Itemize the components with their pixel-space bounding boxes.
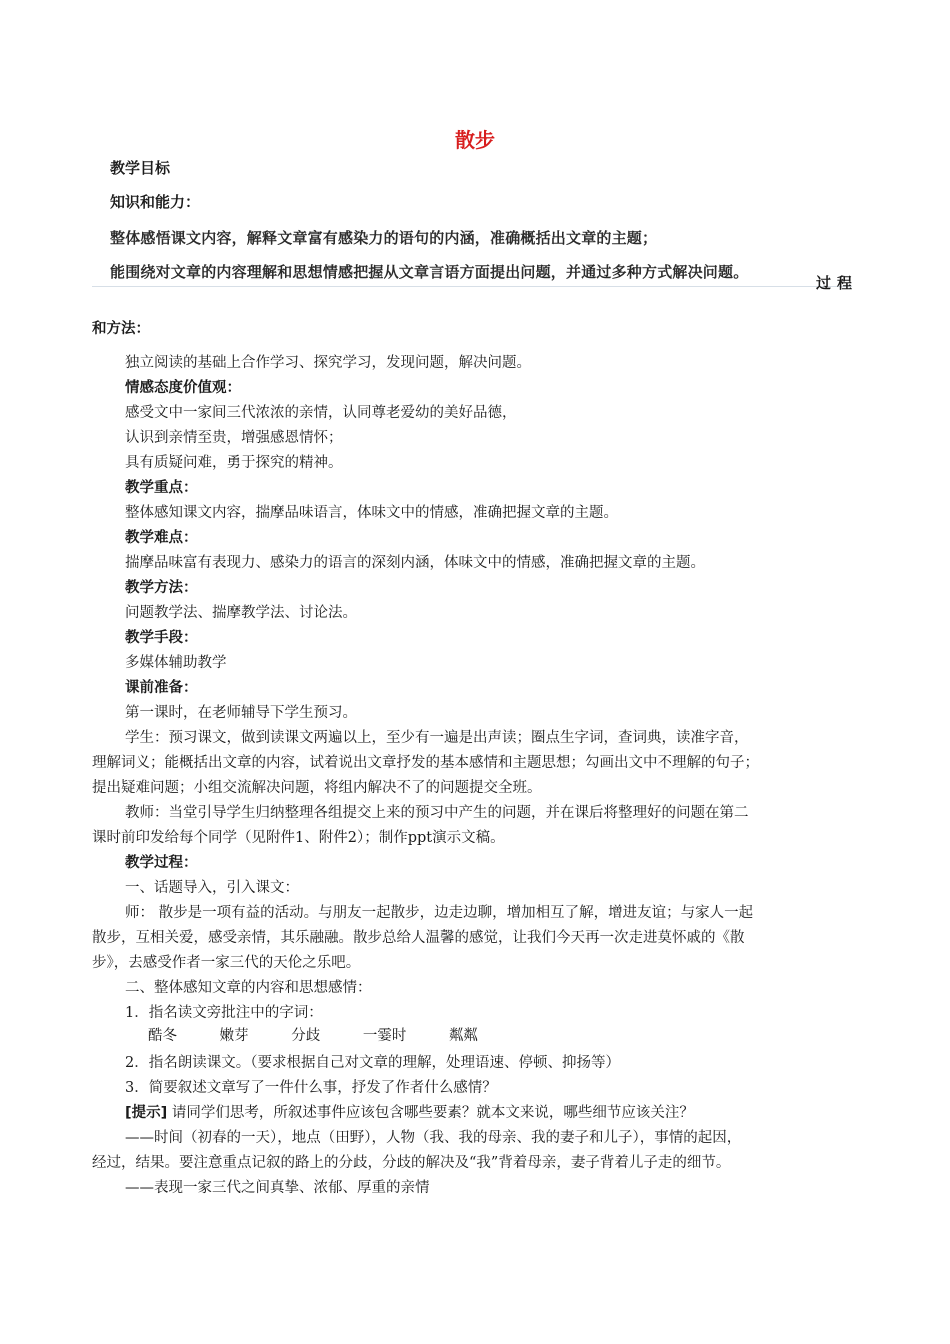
vocab-word: 嫩芽 (219, 1028, 249, 1044)
method-heading: 和方法： (92, 321, 150, 337)
body-line: 散步，互相关爱，感受亲情，其乐融融。散步总给人温馨的感觉，让我们今天再一次走进莫怀戚的《散 (92, 930, 745, 946)
process-label: 过程 (815, 274, 858, 292)
body-line: 3．简要叙述文章写了一件什么事，抒发了作者什么感情？ (125, 1080, 497, 1096)
body-line: 整体感知课文内容，揣摩品味语言，体味文中的情感，准确把握文章的主题。 (125, 505, 618, 521)
body-line: 步》，去感受作者一家三代的天伦之乐吧。 (92, 955, 361, 971)
objective-line-2 (110, 261, 748, 282)
body-line: 师： 散步是一项有益的活动。与朋友一起散步，边走边聊，增加相互了解，增进友谊；与家人一起 (125, 905, 754, 921)
body-line: ——时间（初春的一天），地点（田野），人物（我、我的母亲、我的妻子和儿子），事情的起因， (125, 1130, 742, 1146)
objectives-heading-text: 教学目标 (110, 159, 171, 177)
section-heading: 情感态度价值观： (125, 380, 241, 396)
body-line: 1．指名读文旁批注中的字词： (125, 1005, 323, 1021)
hint-text: 请同学们思考，所叙述事件应该包含哪些要素？就本文来说，哪些细节应该关注？ (167, 1105, 694, 1121)
vocab-word: 酷冬 (148, 1028, 177, 1044)
body-line: 独立阅读的基础上合作学习、探究学习，发现问题，解决问题。 (125, 355, 531, 371)
section-heading: 教学手段： (125, 630, 198, 646)
body-line: 多媒体辅助教学 (125, 655, 227, 671)
vocab-word: 分歧 (291, 1028, 321, 1044)
body-line: 理解词义；能概括出文章的内容，试着说出文章抒发的基本感情和主题思想；勾画出文中不理解的句子； (92, 755, 759, 771)
vocab-list (148, 1024, 516, 1045)
body-line: 教师：当堂引导学生归纳整理各组提交上来的预习中产生的问题，并在课后将整理好的问题在第二 (125, 805, 749, 821)
section-heading: 教学重点： (125, 480, 198, 496)
document-title: 散步 (455, 128, 495, 152)
body-line: 二、整体感知文章的内容和思想感情： (125, 980, 372, 996)
section-heading: 教学难点： (125, 530, 198, 546)
body-line: 提出疑难问题；小组交流解决问题，将组内解决不了的问题提交全班。 (92, 780, 542, 796)
body-line: 第一课时，在老师辅导下学生预习。 (125, 705, 357, 721)
objective-line-1 (110, 227, 657, 248)
section-heading: 教学过程： (125, 855, 198, 871)
body-line: 揣摩品味富有表现力、感染力的语言的深刻内涵，体味文中的情感，准确把握文章的主题。 (125, 555, 705, 571)
knowledge-heading-text: 知识和能力： (110, 193, 201, 211)
body-line: 一、话题导入，引入课文： (125, 880, 299, 896)
hint-tag: [提示] (125, 1105, 168, 1121)
body-line: ——表现一家三代之间真挚、浓郁、厚重的亲情 (125, 1180, 430, 1196)
body-line: 感受文中一家间三代浓浓的亲情，认同尊老爱幼的美好品德， (125, 405, 517, 421)
body-line: 学生：预习课文，做到读课文两遍以上，至少有一遍是出声读；圈点生字词，查词典，读准字音， (125, 730, 749, 746)
hint-line (125, 1102, 694, 1124)
objective-line-2-text: 能围绕对文章的内容理解和思想情感把握从文章言语方面提出问题，并通过多种方式解决问题。 (110, 263, 749, 281)
vocab-word: 一霎时 (362, 1028, 407, 1044)
knowledge-heading (110, 191, 200, 212)
body-line: 课时前印发给每个同学（见附件1、附件2）；制作ppt演示文稿。 (92, 830, 505, 846)
divider-line (92, 286, 852, 287)
objectives-heading (110, 157, 170, 178)
section-heading: 课前准备： (125, 680, 198, 696)
body-line: 经过，结果。要注意重点记叙的路上的分歧，分歧的解决及“我”背着母亲，妻子背着儿子走的细节。 (92, 1155, 731, 1171)
body-line: 具有质疑问难，勇于探究的精神。 (125, 455, 343, 471)
vocab-word: 粼粼 (448, 1028, 478, 1044)
body-line: 认识到亲情至贵，增强感恩情怀； (125, 430, 343, 446)
body-line: 问题教学法、揣摩教学法、讨论法。 (125, 605, 357, 621)
body-line: 2．指名朗读课文。（要求根据自己对文章的理解，处理语速、停顿、抑扬等） (125, 1055, 620, 1071)
objective-line-1-text: 整体感悟课文内容，解释文章富有感染力的语句的内涵，准确概括出文章的主题； (110, 229, 658, 247)
section-heading: 教学方法： (125, 580, 198, 596)
